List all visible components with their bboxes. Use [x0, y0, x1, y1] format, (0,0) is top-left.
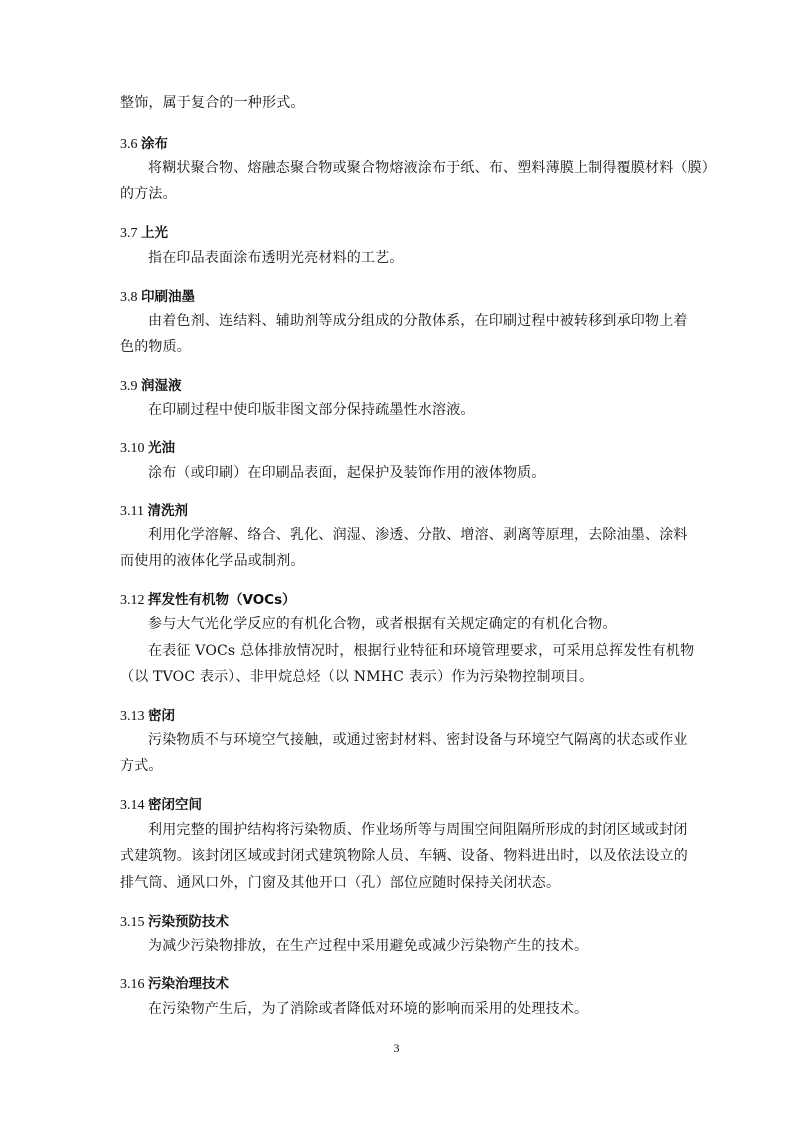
section-heading-3-16 [120, 974, 229, 995]
section-title: 润湿液 [141, 378, 182, 394]
section-number: 3.8 [120, 290, 141, 305]
paragraph-line: 由着色剂、连结料、辅助剂等成分组成的分散体系，在印刷过程中被转移到承印物上着 [148, 313, 688, 329]
paragraph-line: 利用完整的围护结构将污染物质、作业场所等与周围空间阻隔所形成的封闭区域或封闭 [148, 822, 688, 838]
section-title: 涂布 [141, 136, 168, 152]
section-heading-3-13 [120, 706, 175, 727]
paragraph-line: 的方法。 [120, 186, 177, 202]
section-heading-3-9 [120, 376, 182, 397]
section-title: 光油 [148, 440, 175, 456]
section-number: 3.6 [120, 137, 141, 152]
paragraph-line: 在污染物产生后，为了消除或者降低对环境的影响而采用的处理技术。 [148, 1001, 589, 1017]
paragraph-line: 式建筑物。该封闭区域或封闭式建筑物除人员、车辆、设备、物料进出时，以及依法设立的 [120, 848, 688, 864]
paragraph-line: 涂布（或印刷）在印刷品表面，起保护及装饰作用的液体物质。 [148, 465, 546, 481]
section-number: 3.14 [120, 798, 148, 813]
paragraph-line: 在印刷过程中使印版非图文部分保持疏墨性水溶液。 [148, 402, 475, 418]
paragraph-line: 将糊状聚合物、熔融态聚合物或聚合物熔液涂布于纸、布、塑料薄膜上制得覆膜材料（膜） [148, 160, 716, 176]
paragraph-line: 利用化学溶解、络合、乳化、润湿、渗透、分散、增溶、剥离等原理，去除油墨、涂料 [148, 527, 688, 543]
paragraph-line: 参与大气光化学反应的有机化合物，或者根据有关规定确定的有机化合物。 [148, 616, 617, 632]
paragraph-line: （以 TVOC 表示）、非甲烷总烃（以 NMHC 表示）作为污染物控制项目。 [120, 669, 594, 685]
paragraph-line: 方式。 [120, 758, 163, 774]
section-heading-3-15 [120, 912, 229, 933]
section-title: 密闭空间 [148, 797, 202, 813]
section-number: 3.7 [120, 226, 141, 241]
section-number: 3.13 [120, 709, 148, 724]
section-number: 3.12 [120, 593, 148, 608]
section-number: 3.15 [120, 915, 148, 930]
paragraph-line: 为减少污染物排放，在生产过程中采用避免或减少污染物产生的技术。 [148, 938, 589, 954]
paragraph-line: 在表征 VOCs 总体排放情况时，根据行业特征和环境管理要求，可采用总挥发性有机物 [148, 643, 695, 659]
section-heading-3-14 [120, 795, 202, 816]
section-heading-3-7 [120, 223, 168, 244]
section-title: 污染治理技术 [148, 976, 229, 992]
section-title: 印刷油墨 [141, 289, 195, 305]
section-heading-3-10 [120, 438, 175, 459]
paragraph-line: 排气筒、通风口外，门窗及其他开口（孔）部位应随时保持关闭状态。 [120, 875, 561, 891]
paragraph-line: 污染物质不与环境空气接触，或通过密封材料、密封设备与环境空气隔离的状态或作业 [148, 732, 688, 748]
section-title: 清洗剂 [147, 503, 188, 519]
section-number: 3.11 [120, 504, 148, 519]
paragraph-line: 而使用的液体化学品或制剂。 [120, 553, 305, 569]
section-heading-3-8 [120, 287, 195, 308]
section-number: 3.9 [120, 379, 141, 394]
paragraph-line: 色的物质。 [120, 339, 191, 355]
section-title: 密闭 [148, 708, 175, 724]
continuation-text: 整饰，属于复合的一种形式。 [120, 95, 305, 111]
section-title: 污染预防技术 [148, 914, 229, 930]
section-heading-3-6 [120, 134, 168, 155]
paragraph-line: 指在印品表面涂布透明光亮材料的工艺。 [148, 250, 404, 266]
section-number: 3.10 [120, 441, 148, 456]
section-heading-3-12 [120, 590, 296, 611]
section-title: 上光 [141, 225, 168, 241]
section-heading-3-11 [120, 501, 188, 522]
section-number: 3.16 [120, 977, 148, 992]
section-title: 挥发性有机物（VOCs） [148, 592, 296, 608]
page-number: 3 [393, 1041, 400, 1055]
